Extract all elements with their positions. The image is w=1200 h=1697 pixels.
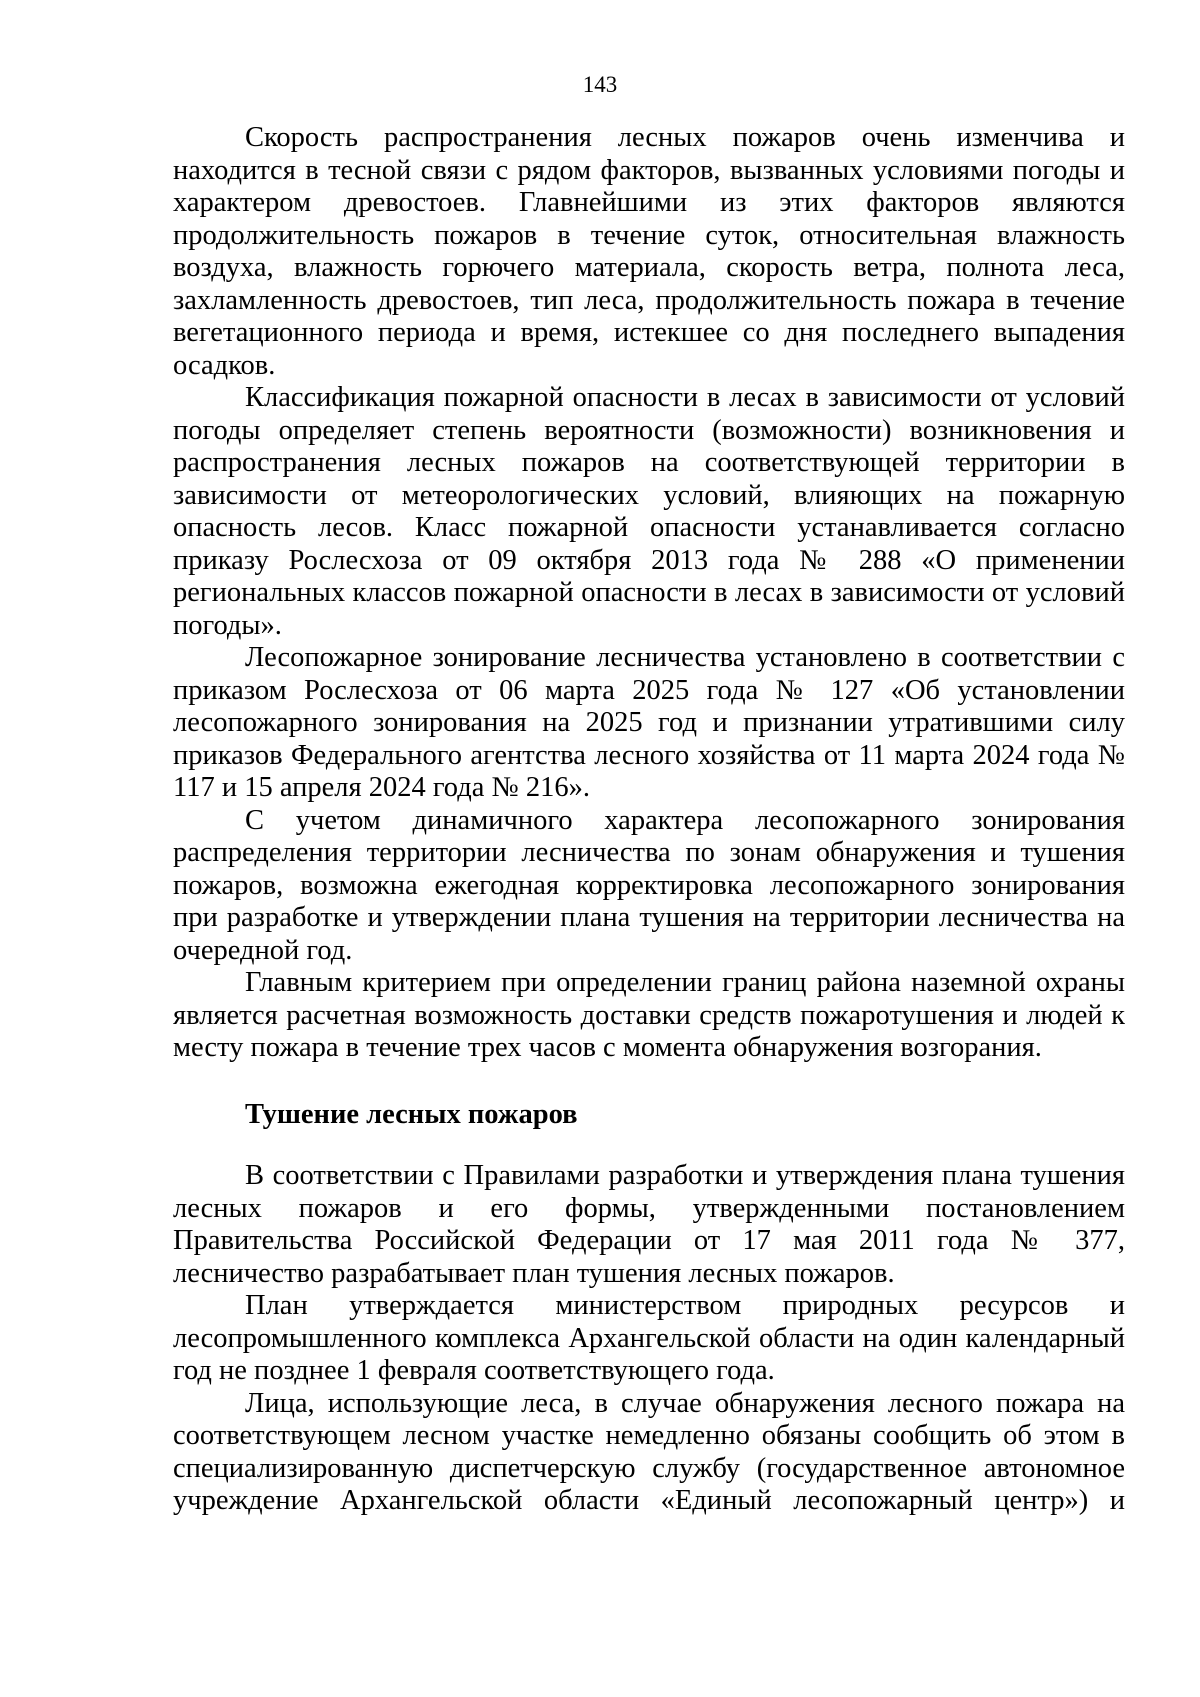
paragraph-fire-zoning: Лесопожарное зонирование лесничества установлено в соответствии с приказом Рослесхоза от 06 марта 2025 года № 127 «Об установлении лесопожарного зонирования на 2025 год и признании утратившими силу приказов Федерального агентства лесного хозяйства от 11 марта 2024 года № 117 и 15 апреля 2024 года № 216».: [173, 642, 1125, 803]
section-heading: Тушение лесных пожаров: [245, 1099, 578, 1130]
paragraph-extinguishing-plan-rules: В соответствии с Правилами разработки и утверждения плана тушения лесных пожаров и его формы, утвержденными постановлением Правительства Российской Федерации от 17 мая 2011 года № 377, лесничество разрабатывает план тушения лесных пожаров.: [173, 1160, 1125, 1289]
paragraph-plan-approval: План утверждается министерством природных ресурсов и лесопромышленного комплекса Архангельской области на один календарный год не позднее 1 февраля соответствующего года.: [173, 1290, 1125, 1386]
paragraph-fire-spread-speed: Скорость распространения лесных пожаров очень изменчива и находится в тесной связи с рядом факторов, вызванных условиями погоды и характером древостоев. Главнейшими из этих факторов являются продолжительность пожаров в течение суток, относительная влажность воздуха, влажность горючего материала, скорость ветра, полнота леса, захламленность древостоев, тип леса, продолжительность пожара в течение вегетационного периода и время, истекшее со дня последнего выпадения осадков.: [173, 122, 1125, 381]
body-text-after-heading: [173, 1160, 1125, 1518]
paragraph-fire-reporting: Лица, использующие леса, в случае обнаружения лесного пожара на соответствующем лесном участке немедленно обязаны сообщить об этом в специализированную диспетчерскую службу (государственное автономное учреждение Архангельской области «Единый лесопожарный центр») и: [173, 1387, 1125, 1516]
body-text-before-heading: [173, 122, 1125, 1065]
paragraph-ground-protection-criterion: Главным критерием при определении границ района наземной охраны является расчетная возможность доставки средств пожаротушения и людей к месту пожара в течение трех часов с момента обнаружения возгорания.: [173, 967, 1125, 1063]
paragraph-zoning-adjustment: С учетом динамичного характера лесопожарного зонирования распределения территории лесничества по зонам обнаружения и тушения пожаров, возможна ежегодная корректировка лесопожарного зонирования при разработке и утверждении плана тушения на территории лесничества на очередной год.: [173, 804, 1125, 966]
paragraph-fire-danger-classification: Классификация пожарной опасности в лесах в зависимости от условий погоды определяет степень вероятности (возможности) возникновения и распространения лесных пожаров на соответствующей территории в зависимости от метеорологических условий, влияющих на пожарную опасность лесов. Класс пожарной опасности устанавливается согласно приказу Рослесхоза от 09 октября 2013 года № 288 «О применении региональных классов пожарной опасности в лесах в зависимости от условий погоды».: [173, 382, 1125, 641]
page-number: 143: [582, 72, 618, 97]
